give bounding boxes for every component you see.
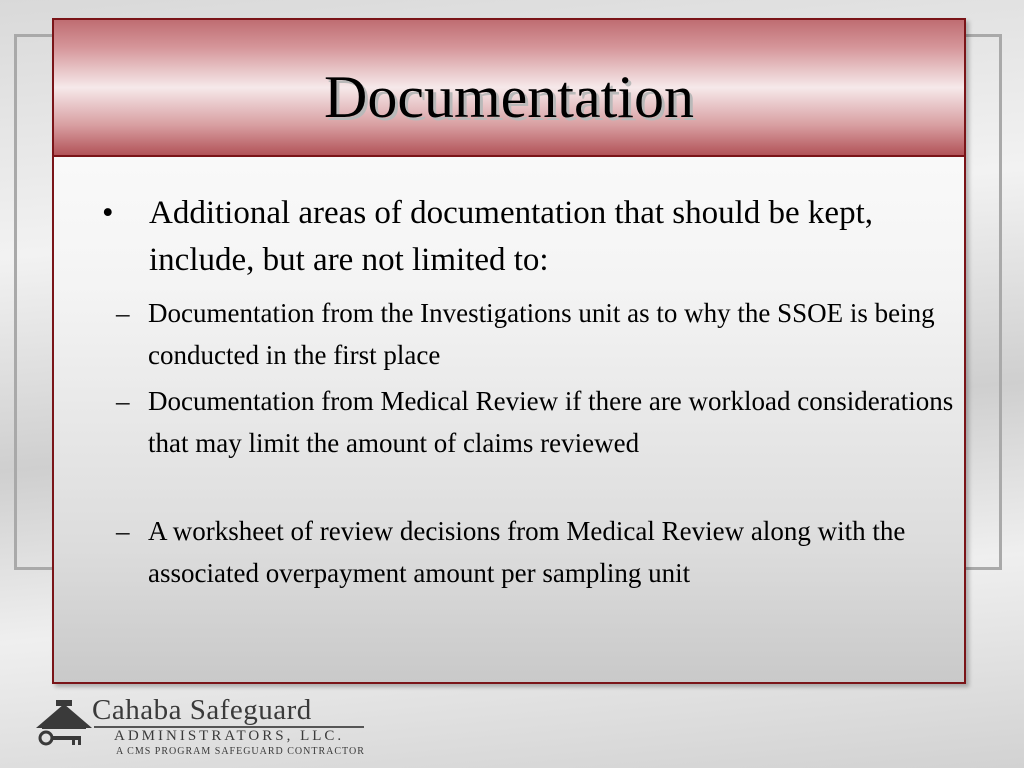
slide-panel bbox=[52, 18, 966, 684]
title-band bbox=[54, 20, 964, 157]
sub-bullet-mark: – bbox=[116, 298, 130, 328]
building-key-logo-icon bbox=[34, 698, 94, 748]
sub-bullet-mark: – bbox=[116, 386, 130, 416]
sub-bullet-text: Documentation from Medical Review if there are workload considerations that may limit the amount of claims reviewed bbox=[148, 386, 954, 458]
logo-tagline: A CMS PROGRAM SAFEGUARD CONTRACTOR bbox=[116, 746, 365, 757]
sub-bullet-item bbox=[116, 292, 966, 376]
company-logo bbox=[34, 694, 374, 762]
sub-bullet-item bbox=[116, 510, 966, 594]
sub-bullet-text: A worksheet of review decisions from Medical Review along with the associated overpayment amount per sampling unit bbox=[148, 516, 906, 588]
logo-name: Cahaba Safeguard bbox=[92, 694, 312, 726]
bullet-item bbox=[102, 190, 942, 284]
bullet-mark: • bbox=[102, 195, 114, 231]
sub-bullet-item bbox=[116, 380, 966, 464]
slide-title: Documentation bbox=[324, 64, 694, 130]
bullet-text: Additional areas of documentation that should be kept, include, but are not limited to: bbox=[149, 195, 873, 278]
sub-bullet-text: Documentation from the Investigations unit as to why the SSOE is being conducted in the first place bbox=[148, 298, 935, 370]
logo-subtitle: ADMINISTRATORS, LLC. bbox=[114, 728, 345, 744]
sub-bullet-mark: – bbox=[116, 516, 130, 546]
